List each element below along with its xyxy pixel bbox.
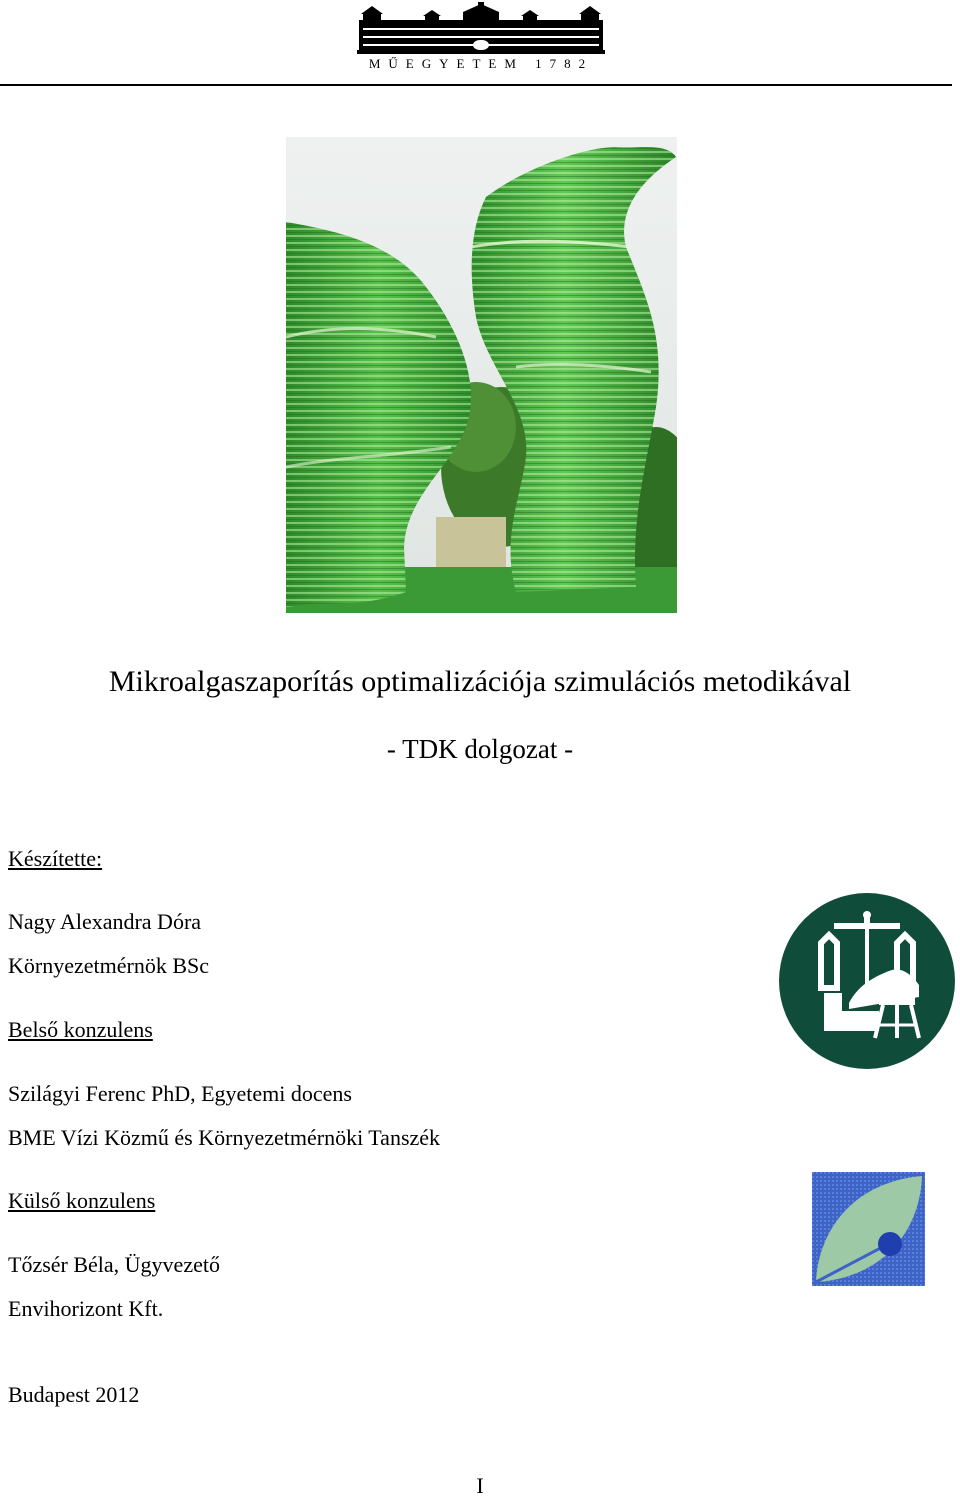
external-consultant-company: Envihorizont Kft. <box>8 1296 164 1321</box>
algae-towers-illustration <box>286 137 677 613</box>
internal-consultant-department: BME Vízi Közmű és Környezetmérnöki Tanszék <box>8 1125 441 1150</box>
bme-logo <box>355 2 607 74</box>
cover-image <box>286 137 677 613</box>
company-logo <box>812 1172 925 1286</box>
external-consultant-name: Tőzsér Béla, Ügyvezető <box>8 1252 220 1277</box>
department-logo <box>779 893 955 1069</box>
building-icon <box>355 2 607 56</box>
logo-caption: MŰEGYETEM 1782 <box>368 56 594 71</box>
page-number: I <box>476 1473 484 1498</box>
internal-consultant-heading: Belső konzulens <box>8 1017 153 1042</box>
header-divider <box>0 84 952 86</box>
document-title: Mikroalgaszaporítás optimalizációja szimulációs metodikával <box>108 665 852 698</box>
external-consultant-heading: Külső konzulens <box>8 1188 156 1213</box>
place-year: Budapest 2012 <box>8 1382 140 1407</box>
document-subtitle: - TDK dolgozat - <box>386 734 574 764</box>
author-name: Nagy Alexandra Dóra <box>8 909 202 934</box>
lab-apparatus-icon <box>779 893 955 1069</box>
author-heading: Készítette: <box>8 846 103 871</box>
author-program: Környezetmérnök BSc <box>8 953 209 978</box>
leaf-icon <box>812 1172 925 1286</box>
internal-consultant-name: Szilágyi Ferenc PhD, Egyetemi docens <box>8 1081 352 1106</box>
